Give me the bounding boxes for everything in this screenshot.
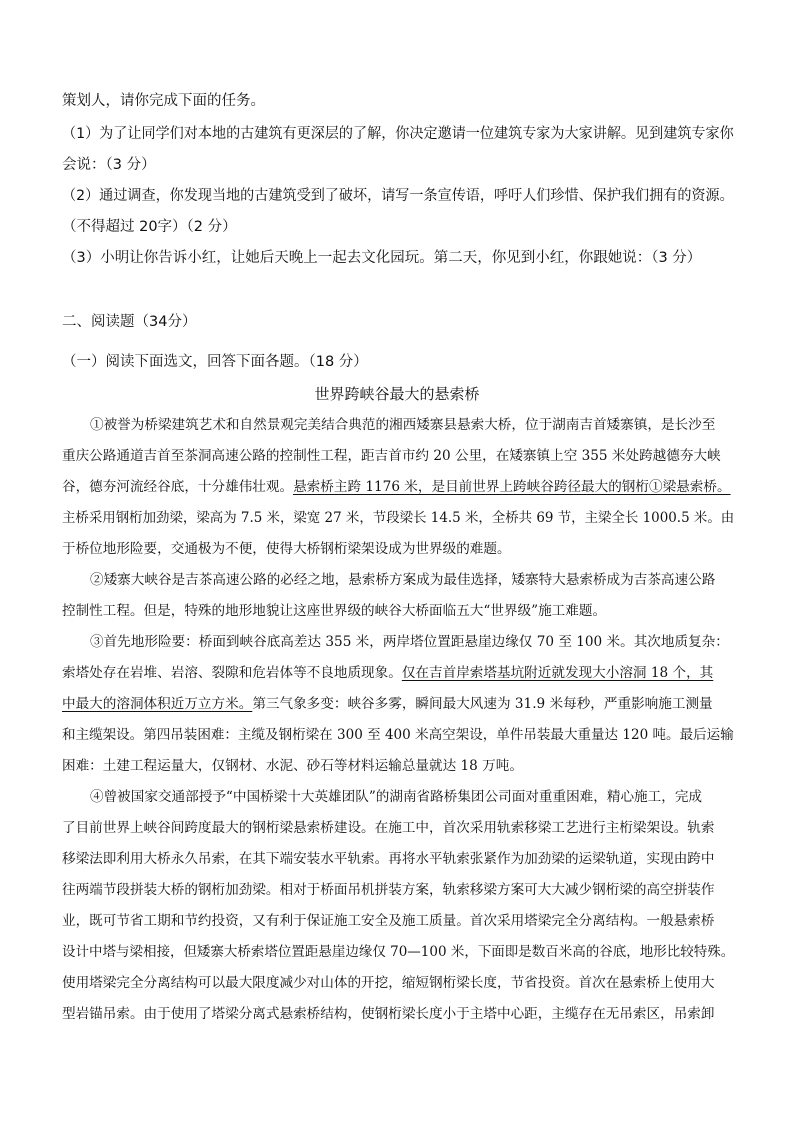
paragraph-1-line-3-text: 谷，德夯河流经谷底，十分雄伟壮观。 <box>62 479 294 495</box>
section-heading: 二、阅读题（34分） <box>62 314 197 330</box>
task-intro: 策划人，请你完成下面的任务。 <box>62 93 265 109</box>
paragraph-3-line-2 <box>62 663 713 683</box>
paragraph-4-line-5: 业，既可节省工期和节约投资，又有利于保证施工安全及施工质量。首次采用塔梁完全分离结构。一般悬索桥 <box>62 913 715 929</box>
paragraph-4-line-3: 移梁法即利用大桥永久吊索，在其下端安装水平轨索。再将水平轨索张紧作为加劲梁的运梁轨道，实现由跨中 <box>62 851 715 867</box>
paragraph-2-line-1: ②矮寨大峡谷是吉茶高速公路的必经之地，悬索桥方案成为最佳选择，矮寨特大悬索桥成为吉茶高速公路 <box>90 572 716 588</box>
underlined-sentence-2b: 中最大的溶洞体积近万立方米。 <box>62 696 253 712</box>
underlined-sentence-1: 悬索桥主跨 1176 米，是目前世界上跨峡谷跨径最大的钢桁①梁悬索桥。 <box>293 479 731 495</box>
underlined-sentence-2a: 仅在吉首岸索塔基坑附近就发现大小溶洞 18 个，其 <box>401 665 714 681</box>
question-2-line-2: （不得超过 20字）（2 分） <box>62 219 237 235</box>
paragraph-1-line-5: 于桥位地形险要，交通极为不便，使得大桥钢桁梁架设成为世界级的难题。 <box>62 541 511 557</box>
paragraph-1-line-1: ①被誉为桥梁建筑艺术和自然景观完美结合典范的湘西矮寨县悬索大桥，位于湖南吉首矮寨镇，是长沙至 <box>90 417 716 433</box>
paragraph-3-line-1: ③首先地形险要：桥面到峡谷底高差达 355 米，两岸塔位置距悬崖边缘仅 70 至 100 米。其次地质复杂： <box>90 634 729 650</box>
paragraph-1-line-3 <box>62 477 731 497</box>
paragraph-2-line-2: 控制性工程。但是，特殊的地形地貌让这座世界级的峡谷大桥面临五大“世界级”施工难题。 <box>62 603 607 619</box>
paragraph-3-line-4: 和主缆架设。第四吊装困难：主缆及钢桁梁在 300 至 400 米高空架设，单件吊装最大重量达 120 吨。最后运输 <box>62 727 734 743</box>
paragraph-4-line-1: ④曾被国家交通部授予“中国桥梁十大英雄团队”的湖南省路桥集团公司面对重重困难，精心施工，完成 <box>90 789 703 805</box>
article-title: 世界跨峡谷最大的悬索桥 <box>314 385 480 403</box>
paragraph-3-line-2-text: 索塔处存在岩堆、岩溶、裂隙和危岩体等不良地质现象。 <box>62 665 402 681</box>
paragraph-4-line-4: 往两端节段拼装大桥的钢桁加劲梁。相对于桥面吊机拼装方案，轨索移梁方案可大大减少钢桁梁的高空拼装作 <box>62 882 715 898</box>
paragraph-1-line-2: 重庆公路通道吉首至茶洞高速公路的控制性工程，距吉首市约 20 公里，在矮寨镇上空 355 米处跨越德夯大峡 <box>62 448 721 464</box>
paragraph-3-line-3-text: 第三气象多变：峡谷多雾，瞬间最大风速为 31.9 米每秒，严重影响施工测量 <box>252 696 713 712</box>
paragraph-3-line-5: 困难：土建工程运量大，仅钢材、水泥、砂石等材料运输总量就达 18 万吨。 <box>62 758 523 774</box>
paragraph-4-line-7: 使用塔梁完全分离结构可以最大限度减少对山体的开挖，缩短钢桁梁长度，节省投资。首次在悬索桥上使用大 <box>62 975 715 991</box>
paragraph-4-line-6: 设计中塔与梁相接，但矮寨大桥索塔位置距悬崖边缘仅 70—100 米，下面即是数百米高的谷底，地形比较特殊。 <box>62 944 735 960</box>
paragraph-4-line-8: 型岩锚吊索。由于使用了塔梁分离式悬索桥结构，使钢桁梁长度小于主塔中心距，主缆存在无吊索区，吊索卸 <box>62 1006 715 1022</box>
question-2-line-1: （2）通过调查，你发现当地的古建筑受到了破坏，请写一条宣传语，呼吁人们珍惜、保护我们拥有的资源。 <box>62 188 734 204</box>
question-1-line-2: 会说：（3 分） <box>62 157 156 173</box>
paragraph-1-line-4: 主桥采用钢桁加劲梁，梁高为 7.5 米，梁宽 27 米，节段梁长 14.5 米，全桥共 69 节，主梁全长 1000.5 米。由 <box>62 510 735 526</box>
question-1-line-1: （1）为了让同学们对本地的古建筑有更深层的了解，你决定邀请一位建筑专家为大家讲解。见到建筑专家你 <box>62 126 734 142</box>
sub-heading: （一）阅读下面选文，回答下面各题。（18 分） <box>62 354 368 370</box>
question-3-line-1: （3）小明让你告诉小红，让她后天晚上一起去文化园玩。第二天，你见到小红，你跟她说：（3 分） <box>62 250 702 266</box>
paragraph-3-line-3 <box>62 694 713 714</box>
paragraph-4-line-2: 了目前世界上峡谷间跨度最大的钢桁梁悬索桥建设。在施工中，首次采用轨索移梁工艺进行主桁梁架设。轨索 <box>62 820 715 836</box>
